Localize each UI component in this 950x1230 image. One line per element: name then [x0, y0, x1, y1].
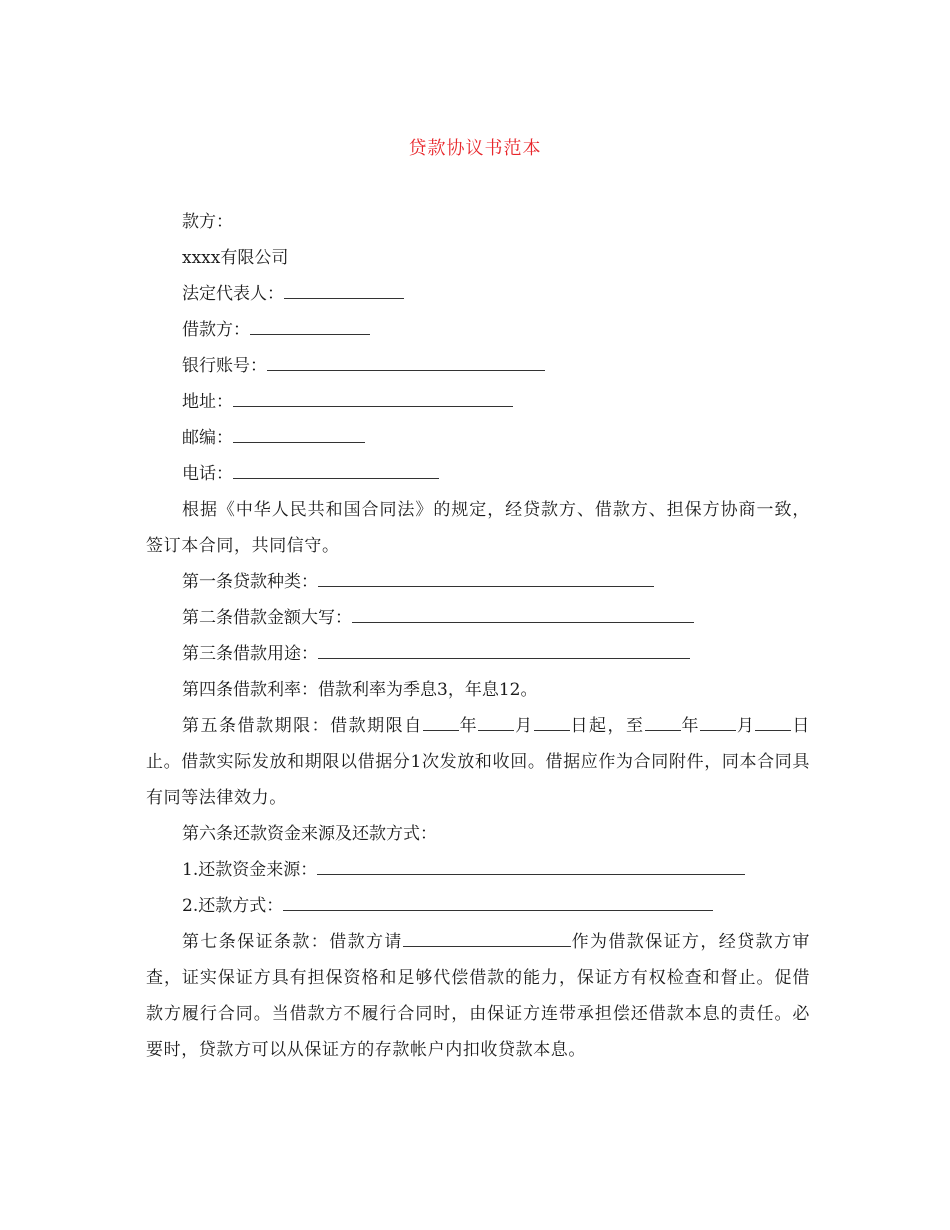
- article-5-rest: 日止。借款实际发放和期限以借据分1次发放和收回。借据应作为合同附件，同本合同具有同等法律效力。: [146, 716, 810, 808]
- start-day-blank: [534, 712, 570, 731]
- article-1-label: 第一条贷款种类：: [182, 572, 318, 592]
- article-5-year-2: 年: [680, 716, 701, 736]
- document-title: 贷款协议书范本: [408, 138, 542, 159]
- legal-rep-blank: [284, 280, 404, 299]
- bank-account-label: 银行账号：: [182, 356, 267, 376]
- guarantor-blank: [403, 928, 571, 947]
- article-5-lead: 第五条借款期限：借款期限自: [182, 716, 423, 736]
- address-line: [146, 384, 810, 420]
- article-6-2-blank: [283, 892, 713, 911]
- address-blank: [233, 388, 513, 407]
- article-6-1-blank: [317, 856, 745, 875]
- borrower-label: 借款方：: [182, 320, 250, 340]
- article-5-paragraph: [146, 708, 810, 816]
- preamble-paragraph: 根据《中华人民共和国合同法》的规定，经贷款方、借款方、担保方协商一致，签订本合同，共同信守。: [146, 500, 810, 556]
- legal-rep-line: [146, 276, 810, 312]
- article-5-month-2: 月: [736, 716, 756, 736]
- borrower-line: [146, 312, 810, 348]
- article-3-label: 第三条借款用途：: [182, 644, 318, 664]
- legal-rep-label: 法定代表人：: [182, 284, 284, 304]
- article-1-blank: [318, 568, 654, 587]
- start-year-blank: [423, 712, 459, 731]
- company-line: [146, 240, 810, 276]
- article-4: [146, 672, 810, 708]
- article-6-2-label: 2.还款方式：: [182, 896, 284, 916]
- article-7-paragraph: [146, 924, 810, 1068]
- postcode-line: [146, 420, 810, 456]
- start-month-blank: [478, 712, 514, 731]
- phone-line: [146, 456, 810, 492]
- lender-label: 款方：: [182, 212, 233, 232]
- article-6-2: [146, 888, 810, 924]
- article-5-month-1: 月: [514, 716, 534, 736]
- end-day-blank: [755, 712, 791, 731]
- article-2: [146, 600, 810, 636]
- company-name: xxxx有限公司: [182, 248, 289, 268]
- article-7-lead: 第七条保证条款：借款方请: [182, 932, 403, 952]
- postcode-blank: [233, 424, 365, 443]
- article-6-text: 第六条还款资金来源及还款方式：: [182, 824, 437, 844]
- address-label: 地址：: [182, 392, 233, 412]
- borrower-blank: [250, 316, 370, 335]
- bank-account-line: [146, 348, 810, 384]
- article-5-year-1: 年: [458, 716, 479, 736]
- document-body: [146, 204, 810, 1068]
- article-2-label: 第二条借款金额大写：: [182, 608, 352, 628]
- article-3: [146, 636, 810, 672]
- lender-line: [146, 204, 810, 240]
- postcode-label: 邮编：: [182, 428, 233, 448]
- end-month-blank: [700, 712, 736, 731]
- end-year-blank: [645, 712, 681, 731]
- phone-label: 电话：: [182, 464, 233, 484]
- article-3-blank: [318, 640, 690, 659]
- article-6-1: [146, 852, 810, 888]
- article-1: [146, 564, 810, 600]
- phone-blank: [233, 460, 439, 479]
- article-5-day-1: 日起，至: [569, 716, 645, 736]
- article-6: [146, 816, 810, 852]
- article-6-1-label: 1.还款资金来源：: [182, 860, 318, 880]
- article-2-blank: [352, 604, 694, 623]
- article-4-text: 第四条借款利率：借款利率为季息3，年息12。: [182, 680, 538, 700]
- bank-account-blank: [267, 352, 545, 371]
- article-7-rest: 作为借款保证方，经贷款方审查，证实保证方具有担保资格和足够代偿借款的能力，保证方有权检查和督止。促借款方履行合同。当借款方不履行合同时，由保证方连带承担偿还借款本息的责任。必要时，贷款方可以从保证方的存款帐户内扣收贷款本息。: [146, 932, 810, 1060]
